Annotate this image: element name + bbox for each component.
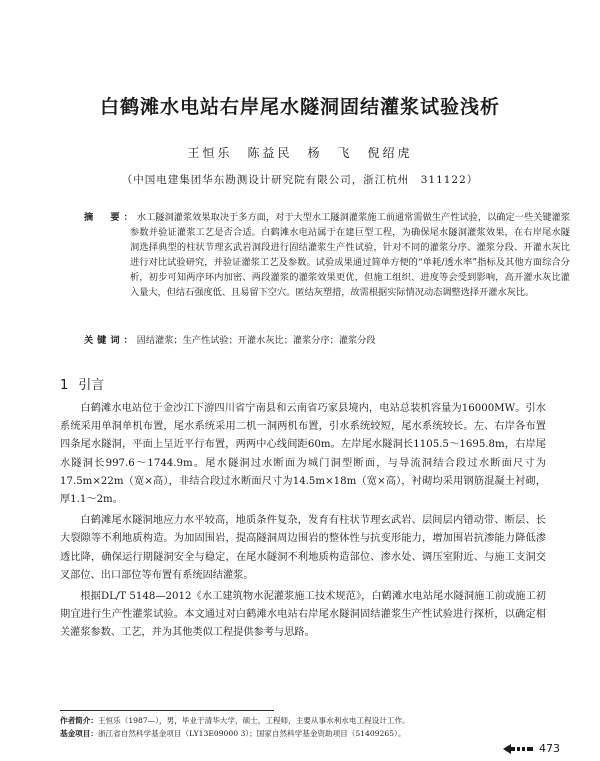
section-heading <box>60 374 104 393</box>
page-number: 473 <box>539 742 560 755</box>
paragraph: 白鹤滩水电站位于金沙江下游四川省宁南县和云南省巧家县境内，电站总装机容量为16000MW。引水系统采用单洞单机布置，尾水系统采用二机一洞两机布置，引水系统较短，尾水系统较长。左、右岸各布置四条尾水隧洞，平面上呈近平行布置，两两中心线间距60m。左岸尾水隧洞长1105.5～1695.8m，右岸尾水隧洞长997.6～1744.9m。尾水隧洞过水断面为城门洞型断面，与导流洞结合段过水断面尺寸为17.5m×22m（宽×高），非结合段过水断面尺寸为14.5m×18m（宽×高），衬砌均采用钢筋混凝土衬砌，厚1.1～2m。 <box>60 403 546 506</box>
footnote-fund <box>60 727 560 740</box>
page-arrow-icon <box>503 744 533 754</box>
body-text <box>60 400 546 643</box>
footnote-fund-text: 浙江省自然科学基金项目（LY13E09000 3）；国家自然科学基金资助项目（51409265）。 <box>97 729 406 738</box>
footnote-author <box>60 714 560 727</box>
footnote-divider <box>60 710 274 711</box>
section-number: 1 <box>60 378 69 393</box>
abstract-text: 水工隧洞灌浆效果取决于多方面，对于大型水工隧洞灌浆施工前通常需做生产性试验，以确定一些关键灌浆参数并验证灌浆工艺是否合适。白鹤滩水电站属于在建巨型工程，为确保尾水隧洞灌浆效果，在右岸尾水隧洞选择典型的柱状节理玄武岩洞段进行固结灌浆生产性试验，针对不同的灌浆分序、灌浆分段、开灌水灰比进行对比试验研究，并验证灌浆工艺及参数。试验成果通过简单方便的“单耗/透水率”指标及其他方面综合分析，初步可知两序环内加密、两段灌浆的灌浆效果更优，但施工组织、进度等会受到影响，高开灌水灰比灌入量大，但结石强度低、且易留下空穴。匿结灰塑措，故需根据实际情况动态调整选择开灌水灰比。 <box>130 212 571 298</box>
keywords-text: 固结灌浆；生产性试验；开灌水灰比；灌浆分序；灌浆分段 <box>136 335 376 346</box>
keywords <box>84 333 570 348</box>
footnotes <box>60 714 560 740</box>
footnote-author-text: 王恒乐（1987—），男，毕业于清华大学，硕士，工程师，主要从事水利水电工程设计工作。 <box>97 716 410 725</box>
abstract <box>84 210 570 300</box>
section-title: 引言 <box>78 378 105 393</box>
keywords-label: 关键词： <box>84 335 137 346</box>
page-number-block <box>503 742 560 755</box>
paragraph: 根据DL/T 5148—2012《水工建筑物水泥灌浆施工技术规范》，白鹤滩水电站尾水隧洞施工前或施工初期宜进行生产性灌浆试验。本文通过对白鹤滩水电站右岸尾水隧洞固结灌浆生产性试验进行探析，以确定相关灌浆参数、工艺，并为其他类似工程提供参考与思路。 <box>60 591 546 639</box>
abstract-label: 摘 要： <box>84 212 137 223</box>
paragraph: 白鹤滩尾水隧洞地应力水平较高，地质条件复杂，发育有柱状节理玄武岩、层间层内错动带、断层、长大裂隙等不利地质构造。为加固围岩，提高隧洞周边围岩的整体性与抗变形能力，增加围岩抗渗能力降低渗透比降，确保运行期隧洞安全与稳定，在尾水隧洞不利地质构造部位、渗水处、调压室附近、与施工支洞交叉部位、出口部位等布置有系统固结灌浆。 <box>60 515 546 581</box>
footnote-fund-label: 基金项目： <box>60 729 98 738</box>
affiliation: （中国电建集团华东勘测设计研究院有限公司，浙江杭州 311122） <box>121 174 479 186</box>
paper-title: 白鹤滩水电站右岸尾水隧洞固结灌浆试验浅析 <box>99 96 500 118</box>
footnote-author-label: 作者简介： <box>60 716 98 725</box>
author-list: 王恒乐 陈益民 杨 飞 倪绍虎 <box>187 146 413 160</box>
